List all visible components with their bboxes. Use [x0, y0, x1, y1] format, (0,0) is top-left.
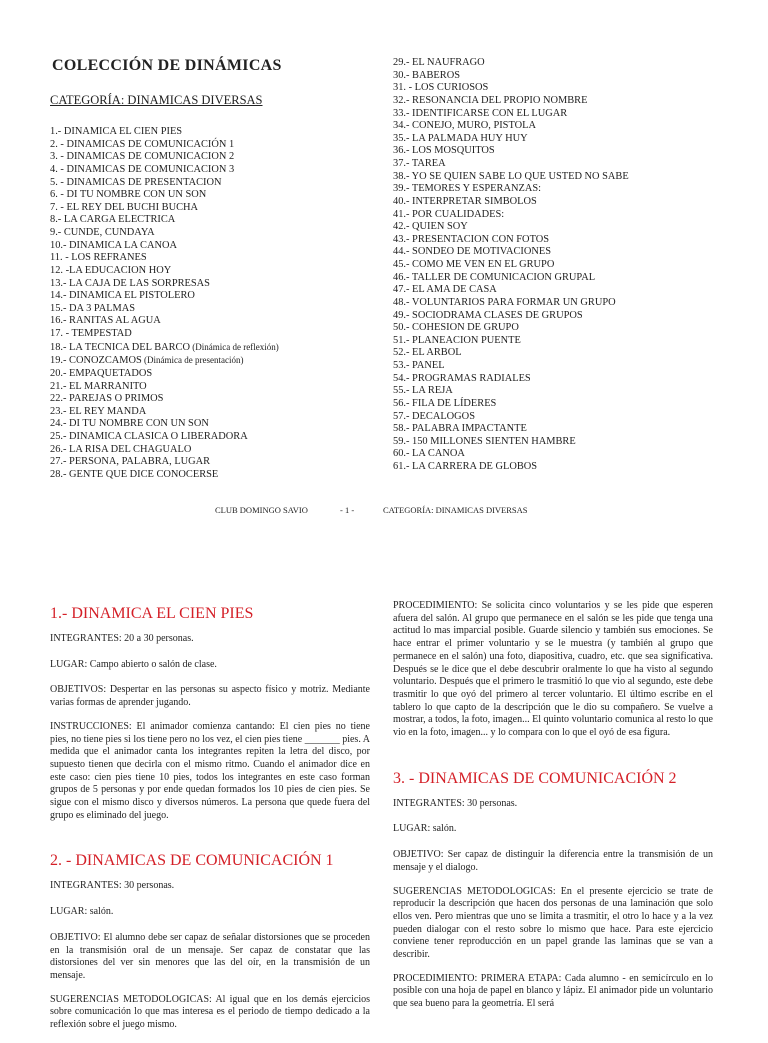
toc-item: 36.- LOS MOSQUITOS	[393, 145, 495, 157]
toc-item: 26.- LA RISA DEL CHAGUALO	[50, 443, 192, 455]
toc-item: 39.- TEMORES Y ESPERANZAS:	[393, 183, 541, 195]
toc-item-label: 19.- CONOZCAMOS	[50, 355, 142, 367]
toc-item: 48.- VOLUNTARIOS PARA FORMAR UN GRUPO	[393, 296, 616, 308]
toc-item: 45.- COMO ME VEN EN EL GRUPO	[393, 259, 555, 270]
section-integrantes: INTEGRANTES: 20 a 30 personas.	[50, 633, 194, 644]
toc-item: 9.- CUNDE, CUNDAYA	[50, 227, 155, 238]
section-spacer	[393, 751, 713, 769]
section-spacer	[50, 833, 370, 851]
section-integrantes: INTEGRANTES: 30 personas.	[393, 797, 518, 809]
toc-item: 30.- BABEROS	[393, 69, 460, 81]
toc-item: 38.- YO SE QUIEN SABE LO QUE USTED NO SABE	[393, 170, 629, 182]
toc-item: 11. - LOS REFRANES	[50, 252, 147, 264]
toc-item: 47.- EL AMA DE CASA	[393, 284, 497, 296]
section-heading: 1.- DINAMICA EL CIEN PIES	[50, 605, 254, 622]
toc-item: 51.- PLANEACION PUENTE	[393, 334, 521, 346]
toc-item: 20.- EMPAQUETADOS	[50, 367, 153, 379]
document-title: COLECCIÓN DE DINÁMICAS	[52, 57, 282, 74]
toc-item: 34.- CONEJO, MURO, PISTOLA	[393, 120, 536, 132]
toc-item: 12. -LA EDUCACION HOY	[50, 264, 172, 276]
footer-club-name: CLUB DOMINGO SAVIO	[215, 505, 308, 515]
toc-item: 52.- EL ARBOL	[393, 347, 462, 359]
toc-item: 27.- PERSONA, PALABRA, LUGAR	[50, 456, 211, 468]
footer-category: CATEGORÍA: DINAMICAS DIVERSAS	[383, 505, 528, 515]
toc-item: 7. - EL REY DEL BUCHI BUCHA	[50, 201, 199, 213]
toc-item: 41.- POR CUALIDADES:	[393, 208, 505, 220]
toc-item: 2. - DINAMICAS DE COMUNICACIÓN 1	[50, 138, 235, 150]
section-heading: 3. - DINAMICAS DE COMUNICACIÓN 2	[393, 769, 677, 787]
section-lugar: LUGAR: Campo abierto o salón de clase.	[50, 658, 217, 670]
toc-item: 25.- DINAMICA CLASICA O LIBERADORA	[50, 431, 248, 442]
section-lugar: LUGAR: salón.	[393, 823, 457, 835]
toc-item: 8.- LA CARGA ELECTRICA	[50, 214, 176, 226]
toc-item-label: 18.- LA TECNICA DEL BARCO	[50, 341, 190, 353]
section-instrucciones: INSTRUCCIONES: El animador comienza cantando: El cien pies no tiene pies, no tiene pies si los tiene pero no los vez, el cien pies tiene _______ pies. A medida que el animador canta los integrantes repiten la letra del disco, por supuesto tienen que decirla con el mismo ritmo. Cuando el animador dice en este caso: cien pies tiene 10 pies, todos los integrantes en este caso forman grupos de 5 personas y por ende quedan formados los 10 pies de cien pies. Se sigue con el mismo disco y diversos números. La persona que quede fuera del grupo es eliminado del juego.	[50, 720, 370, 821]
section-procedimiento: PROCEDIMIENTO: Se solicita cinco voluntarios y se les pide que esperen afuera del salón. Al grupo que permanece en el salón se les pide que tenga una actitud lo mas imparcial posible. Guarde silencio y también sus emociones. Se hace entrar el primer voluntario y se le muestra (y también al grupo que permanece en el salón) una foto, diapositiva, cuadro, etc. que sea significativa. Después se le dice que el debe descubrir oralmente lo que ha visto al segundo voluntario. Después que el primero le trasmitió lo que vio al segundo, este debe trasmitir lo que oyó del primero al tercer voluntario. El último escribe en el tablero lo que capto de la descripción que le dio su compañero. Se vuelve a mostrar, a todos, la foto, imagen... El quinto voluntario comunica al resto lo que vio en la foto, imagen... y lo compara con lo que el oyó de esa figura.	[393, 600, 713, 739]
table-of-contents-right	[393, 57, 629, 474]
toc-item: 44.- SONDEO DE MOTIVACIONES	[393, 246, 551, 258]
footer-page-number: - 1 -	[340, 505, 355, 515]
toc-item: 23.- EL REY MANDA	[50, 405, 147, 417]
section-lugar: LUGAR: salón.	[50, 906, 114, 918]
toc-item: 31. - LOS CURIOSOS	[393, 82, 489, 94]
toc-item: 55.- LA REJA	[393, 385, 453, 397]
toc-item: 10.- DINAMICA LA CANOA	[50, 239, 177, 251]
toc-item: 53.- PANEL	[393, 360, 445, 371]
toc-item: 16.- RANITAS AL AGUA	[50, 315, 161, 327]
toc-item: 59.- 150 MILLONES SIENTEN HAMBRE	[393, 435, 576, 447]
toc-item: 60.- LA CANOA	[393, 448, 465, 460]
toc-item: 32.- RESONANCIA DEL PROPIO NOMBRE	[393, 94, 588, 106]
toc-item-note: (Dinámica de presentación)	[141, 355, 244, 366]
toc-item: 1.- DINAMICA EL CIEN PIES	[50, 126, 183, 137]
toc-item: 24.- DI TU NOMBRE CON UN SON	[50, 418, 209, 430]
section-sugerencias: SUGERENCIAS METODOLOGICAS: Al igual que en los demás ejercicios sobre comunicación lo que mas interesa es el periodo de tiempo dedicado a la reflexión sobre el juego mismo.	[50, 993, 370, 1031]
toc-item: 6. - DI TU NOMBRE CON UN SON	[50, 189, 207, 201]
toc-item: 17. - TEMPESTAD	[50, 328, 132, 339]
toc-item-note: (Dinámica de reflexión)	[190, 341, 279, 352]
toc-item: 58.- PALABRA IMPACTANTE	[393, 423, 527, 435]
toc-item: 37.- TAREA	[393, 158, 446, 169]
category-heading: CATEGORÍA: DINAMICAS DIVERSAS	[50, 93, 263, 107]
toc-item: 13.- LA CAJA DE LAS SORPRESAS	[50, 277, 210, 289]
toc-item: 42.- QUIEN SOY	[393, 221, 468, 233]
toc-item: 22.- PAREJAS O PRIMOS	[50, 393, 164, 405]
toc-item: 40.- INTERPRETAR SIMBOLOS	[393, 195, 537, 207]
section-objetivos: OBJETIVOS: Despertar en las personas su aspecto físico y motriz. Mediante varias formas de aprender jugando.	[50, 684, 370, 709]
right-column	[393, 600, 713, 1022]
left-column	[50, 604, 370, 1043]
toc-item: 49.- SOCIODRAMA CLASES DE GRUPOS	[393, 309, 583, 321]
toc-item: 50.- COHESION DE GRUPO	[393, 322, 519, 334]
toc-item: 29.- EL NAUFRAGO	[393, 57, 485, 68]
section-objetivo: OBJETIVO: El alumno debe ser capaz de señalar distorsiones que se proceden en la transmisión oral de un mensaje. Ser capaz de constatar que las distorsiones del ver sin menores que las del oír, en la transmisión de un mensaje.	[50, 931, 370, 981]
toc-item: 21.- EL MARRANITO	[50, 380, 147, 392]
toc-item: 54.- PROGRAMAS RADIALES	[393, 372, 531, 384]
toc-item: 4. - DINAMICAS DE COMUNICACION 3	[50, 163, 235, 175]
section-heading: 2. - DINAMICAS DE COMUNICACIÓN 1	[50, 852, 334, 870]
toc-item: 57.- DECALOGOS	[393, 410, 475, 422]
toc-item: 5. - DINAMICAS DE PRESENTACION	[50, 176, 222, 188]
toc-item: 3. - DINAMICAS DE COMUNICACION 2	[50, 151, 235, 163]
toc-item: 33.- IDENTIFICARSE CON EL LUGAR	[393, 107, 568, 119]
toc-item: 56.- FILA DE LÍDERES	[393, 397, 497, 409]
toc-item: 15.- DA 3 PALMAS	[50, 302, 136, 314]
section-procedimiento: PROCEDIMIENTO: PRIMERA ETAPA: Cada alumno - en semicírculo en lo posible con una hoja de papel en blanco y lápiz. El animador pide un voluntario que sea bueno para la geometría. El será	[393, 972, 713, 1010]
toc-item	[50, 354, 279, 368]
section-integrantes: INTEGRANTES: 30 personas.	[50, 880, 175, 892]
toc-item: 35.- LA PALMADA HUY HUY	[393, 132, 528, 144]
toc-item: 28.- GENTE QUE DICE CONOCERSE	[50, 468, 219, 480]
section-sugerencias: SUGERENCIAS METODOLOGICAS: En el presente ejercicio se trate de reproducir la descripción que hacen dos personas de una laminación que solo ellos ven. Pero mientras que uno se limita a trasmitir, el otro lo hace y a la vez pueden dialogar con el resto sobre lo mismo que hace. Para este ejercicio conviene tener reproducción en un papel grande las laminas que se van a describir.	[393, 885, 713, 961]
toc-item: 61.- LA CARRERA DE GLOBOS	[393, 461, 538, 472]
section-objetivo: OBJETIVO: Ser capaz de distinguir la diferencia entre la transmisión de un mensaje y el dialogo.	[393, 849, 713, 873]
table-of-contents-left	[50, 126, 279, 482]
toc-item	[50, 341, 279, 355]
toc-item: 14.- DINAMICA EL PISTOLERO	[50, 290, 195, 302]
toc-item: 46.- TALLER DE COMUNICACION GRUPAL	[393, 271, 596, 283]
toc-item: 43.- PRESENTACION CON FOTOS	[393, 233, 550, 245]
